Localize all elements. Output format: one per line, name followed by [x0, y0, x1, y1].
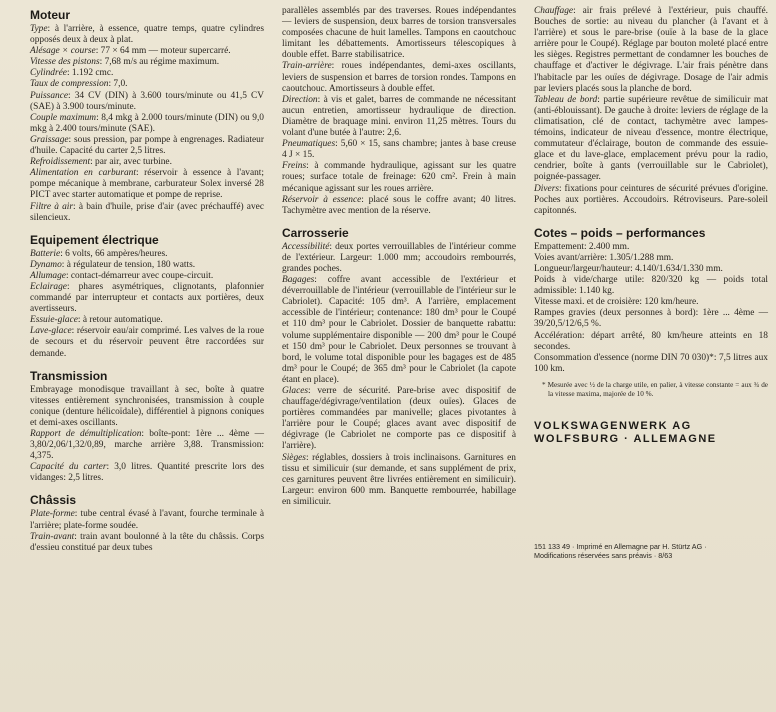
- spec-label: Alésage × course: [30, 46, 96, 57]
- spec-text: : partie supérieure revêtue de similicuir mat (anti-éblouissant). De gauche à droite: leviers de réglage de la climatisation, clé de contact, tachymètre avec lampes-témoins, indicateur de niveau d'essence, montre électrique, commutateur d'éclairage, bouton de commande des essuie-glace et du lave-glace, emplacement prévu pour la radio, cendrier, boîte à gants (verrouillable sur le Cabriolet), poignée-passager.: [534, 94, 768, 183]
- spec-paragraph: [30, 68, 264, 79]
- spec-paragraph: [30, 91, 264, 113]
- spec-paragraph: [30, 202, 264, 224]
- spec-text: : 34 CV (DIN) à 3.600 tours/minute ou 41,5 CV (SAE) à 3.900 tours/minute.: [30, 90, 264, 112]
- spec-label: Refroidissement: [30, 157, 91, 168]
- spec-label: Chauffage: [534, 6, 574, 16]
- spec-paragraph: [282, 6, 516, 61]
- spec-label: Filtre à air: [30, 201, 74, 212]
- spec-text: : roues indépendantes, demi-axes oscillants, leviers de suspension et barres de torsion rondes. Tampons en caoutchouc. Amortisseurs à double effet.: [282, 61, 516, 94]
- spec-label: Lave-glace: [30, 326, 72, 337]
- spec-text: : air frais prélevé à l'extérieur, puis chauffé. Bouches de sortie: au niveau du plancher (à l'avant et à l'arrière) et sous le pare-brise (ouïe à la base de la glace arrière pour le Coupé). Réglage par bouton moleté placé entre les sièges. Registres permettant de condamner les bouches de chauffage et d'activer le dégivrage. L'air frais pénètre dans l'habitacle par les ouïes de dégivrage. Dosage de l'air admis par leviers placés sous la planche de bord.: [534, 6, 768, 94]
- heading-cotes: Cotes – poids – performances: [534, 225, 706, 240]
- signature-line-1: VOLKSWAGENWERK AG: [534, 420, 692, 433]
- print-footer: [534, 542, 768, 560]
- spec-paragraph: [30, 462, 264, 484]
- manufacturer-signature: [534, 420, 768, 446]
- spec-paragraph: [30, 249, 264, 260]
- spec-paragraph: [30, 260, 264, 271]
- spec-text: : à l'arrière, à essence, quatre temps, quatre cylindres opposés deux à deux à plat.: [30, 24, 264, 46]
- signature-line-2: WOLFSBURG · ALLEMAGNE: [534, 433, 717, 446]
- spec-paragraph: [282, 161, 516, 194]
- spec-label: Couple maximum: [30, 112, 97, 123]
- spec-text: : placé sous le coffre avant; 40 litres. Tachymètre avec mention de la réserve.: [282, 194, 516, 216]
- spec-paragraph: [282, 242, 516, 275]
- spec-label: Allumage: [30, 270, 66, 281]
- spec-label: Graissage: [30, 134, 69, 145]
- spec-text: : à vis et galet, barres de commande ne nécessitant aucun entretien, amortisseur hydraulique de direction. Diamètre de braquage mini. environ 11,25 mètres. Tours du volant d'une butée à l'autre: 2,6.: [282, 94, 516, 139]
- spec-label: Pneumatiques: [282, 139, 336, 150]
- spec-text: : deux portes verrouillables de l'intérieur comme de l'extérieur. Largeur: 1.000 mm; accoudoirs rembourrés, grandes poches.: [282, 241, 516, 274]
- spec-label: Train-arrière: [282, 61, 332, 72]
- heading-transmission: Transmission: [30, 368, 108, 383]
- spec-text: : 7,68 m/s au régime maximum.: [99, 57, 220, 68]
- footnote: * Mesurée avec ½ de la charge utile, en palier, à vitesse constante = aux ¾ de la vitesse maxima, majorée de 10 %.: [542, 380, 768, 398]
- spec-paragraph: [534, 184, 768, 217]
- spec-text: : train avant boulonné à la tête du châssis. Corps d'essieu constitué par deux tubes: [30, 531, 264, 553]
- spec-paragraph: [30, 46, 264, 57]
- spec-paragraph: [282, 195, 516, 217]
- spec-label: Cylindrée: [30, 68, 67, 79]
- spec-paragraph: [534, 297, 768, 308]
- spec-paragraph: [30, 79, 264, 90]
- spec-label: Type: [30, 24, 48, 34]
- spec-paragraph: [282, 61, 516, 94]
- spec-paragraph: [534, 264, 768, 275]
- spec-paragraph: [534, 353, 768, 375]
- spec-paragraph: [534, 242, 768, 253]
- spec-paragraph: [30, 113, 264, 135]
- spec-paragraph: [282, 275, 516, 386]
- spec-paragraph: [534, 6, 768, 95]
- spec-paragraph: [30, 509, 264, 531]
- spec-paragraph: [30, 271, 264, 282]
- spec-text: : fixations pour ceintures de sécurité prévues d'origine. Poches aux portières. Accoudoirs. Rétroviseurs. Pare-soleil capitonnés.: [534, 183, 768, 216]
- spec-text: : à retour automatique.: [77, 315, 163, 326]
- spec-label: Dynamo: [30, 259, 62, 270]
- spec-label: Tableau de bord: [534, 94, 598, 105]
- column-2: [282, 6, 516, 560]
- spec-label: Batterie: [30, 248, 61, 259]
- spec-text: Poids à vide/charge utile: 820/320 kg — poids total admissible: 1.140 kg.: [534, 275, 768, 297]
- spec-label: Rapport de démultiplication: [30, 429, 142, 439]
- spec-label: Capacité du carter: [30, 462, 107, 473]
- spec-paragraph: [30, 429, 264, 462]
- spec-text: Voies avant/arrière: 1.305/1.288 mm.: [534, 252, 674, 263]
- spec-label: Freins: [282, 161, 307, 172]
- spec-text: : 1.192 cmc.: [66, 68, 114, 79]
- heading-electrique: Equipement électrique: [30, 232, 159, 247]
- spec-text: : 3,0 litres. Quantité prescrite lors des vidanges: 2,5 litres.: [30, 462, 264, 484]
- spec-label: Essuie-glace: [30, 315, 78, 326]
- column-3: [534, 6, 768, 560]
- heading-carrosserie: Carrosserie: [282, 225, 349, 240]
- spec-text: : réservoir eau/air comprimé. Les valves de la roue de secours et du réservoir peuvent être raccordées sur demande.: [30, 326, 264, 359]
- column-1: [30, 6, 264, 560]
- spec-paragraph: [30, 135, 264, 157]
- spec-paragraph: [30, 157, 264, 168]
- spec-text: : 77 × 64 mm — moteur supercarré.: [95, 46, 231, 57]
- spec-text: : réservoir à essence à l'avant; pompe mécanique à membrane, carburateur Solex inversé 28 PICT avec starter automatique et pompe de reprise.: [30, 168, 264, 201]
- spec-text: Vitesse maxi. et de croisière: 120 km/heure.: [534, 297, 699, 308]
- spec-text: Consommation d'essence (norme DIN 70 030)*: 7,5 litres aux 100 km.: [534, 352, 768, 374]
- footer-line-1: 151 133 49 · Imprimé en Allemagne par H. Stürtz AG ·: [534, 542, 707, 552]
- spec-text: : sous pression, par pompe à engrenages. Radiateur d'huile. Capacité du carter 2,5 litres.: [30, 134, 264, 157]
- spec-label: Divers: [534, 183, 559, 194]
- spec-label: Taux de compression: [30, 79, 109, 90]
- spec-paragraph: [30, 315, 264, 326]
- spec-paragraph: [534, 253, 768, 264]
- spec-text: Accélération: départ arrêté, 80 km/heure atteints en 18 secondes.: [534, 330, 768, 352]
- spec-text: : 7,0.: [108, 79, 128, 90]
- spec-label: Puissance: [30, 90, 69, 101]
- spec-label: Plate-forme: [30, 509, 75, 520]
- spec-text: : par air, avec turbine.: [90, 157, 172, 168]
- spec-paragraph: [30, 385, 264, 429]
- spec-text: : contact-démarreur avec coupe-circuit.: [65, 270, 214, 281]
- spec-paragraph: [30, 168, 264, 201]
- spec-label: Glaces: [282, 386, 309, 396]
- spec-paragraph: [282, 95, 516, 139]
- spec-label: Vitesse des pistons: [30, 57, 100, 68]
- spec-label: Bagages: [282, 275, 315, 286]
- spec-text: parallèles assemblés par des traverses. Roues indépendantes — leviers de suspension, deux barres de torsion transversales composées chacune de huit lamelles. Tampons en caoutchouc limitant les débattements. Amortisseurs télescopiques à double effet. Barre stabilisatrice.: [282, 6, 516, 61]
- spec-paragraph: [282, 386, 516, 453]
- spec-label: Alimentation en carburant: [30, 168, 136, 179]
- spec-text: Rampes gravies (deux personnes à bord): 1ère ... 4ème — 39/20,5/12/6,5 %.: [534, 308, 768, 330]
- spec-text: : verre de sécurité. Pare-brise avec dispositif de chauffage/dégivrage/ventilation (deux ouïes). Glaces de portières commandées par manivelle; glaces pivotantes à l'arrière pour le Coupé; glaces avant avec dispositif de dégivrage (le Cabriolet ne comporte pas ce dispositif à l'arrière).: [282, 386, 516, 452]
- spec-text: : 8,4 mkg à 2.000 tours/minute (DIN) ou 9,0 mkg à 2.400 tours/minute (SAE).: [30, 112, 264, 134]
- heading-moteur: Moteur: [30, 8, 70, 22]
- spec-text: : à régulateur de tension, 180 watts.: [61, 259, 196, 270]
- spec-label: Réservoir à essence: [282, 194, 362, 205]
- spec-label: Direction: [282, 94, 318, 105]
- spec-label: Train-avant: [30, 531, 75, 542]
- spec-text: : coffre avant accessible de l'extérieur et déverrouillable de l'intérieur (verrouillable de l'intérieur sur le Cabriolet). Capacité: 105 dm³. A l'arrière, emplacement accessible de l'intérieur; contenance: 180 dm³ pour le Coupé et 110 dm³ pour le Cabriolet. Dossier de banquette rabattu: volume supplémentaire disponible — 200 dm³ pour le Coupé et 150 dm³ pour le Cabriolet. Deux personnes se trouvant à bord, le volume total disponible pour les bagages est de 485 dm³ pour le Coupé; de 365 dm³ pour le Cabriolet (la capote étant en place).: [282, 275, 516, 385]
- spec-paragraph: [534, 275, 768, 297]
- footer-line-2: Modifications réservées sans préavis · 8/63: [534, 551, 673, 561]
- spec-paragraph: [534, 308, 768, 330]
- spec-paragraph: [30, 326, 264, 359]
- spec-text: : tube central évasé à l'avant, fourche terminale à l'arrière; plate-forme soudée.: [30, 509, 264, 531]
- spec-label: Accessibilité: [282, 241, 330, 252]
- spec-text: : 5,60 × 15, sans chambre; jantes à base creuse 4 J × 15.: [282, 139, 516, 161]
- spec-paragraph: [30, 24, 264, 46]
- spec-text: Embrayage monodisque travaillant à sec, boîte à quatre vitesses entièrement synchronisées, transmission à couple conique (denture hélicoïdale), différentiel à pignons coniques et demi-axes oscillants.: [30, 384, 264, 428]
- spec-text: : 6 volts, 66 ampères/heures.: [60, 248, 168, 259]
- spec-label: Sièges: [282, 452, 306, 463]
- spec-paragraph: [30, 282, 264, 315]
- heading-chassis: Châssis: [30, 493, 77, 508]
- spec-text: : boîte-pont: 1ère ... 4ème — 3,80/2,06/1,32/0,89, marche arrière 3,88. Transmission: 4,375.: [30, 429, 264, 462]
- spec-paragraph: [282, 453, 516, 508]
- spec-paragraph: [30, 532, 264, 554]
- spec-text: : à bain d'huile, prise d'air (avec préchauffé) avec silencieux.: [30, 201, 264, 223]
- spec-text: : phares asymétriques, clignotants, plafonnier commandé par interrupteur et contacts aux portières, deux avertisseurs.: [30, 281, 264, 315]
- spec-paragraph: [534, 95, 768, 184]
- spec-text: : à commande hydraulique, agissant sur les quatre roues; surface totale de freinage: 620 cm². Frein à main mécanique agissant sur les roues arrière.: [282, 161, 516, 194]
- spec-text: : réglables, dossiers à trois inclinaisons. Garnitures en tissu et similicuir (sur demande, et sans supplément de prix, ces garnitures peuvent être livrées entièrement en similicuir). Largeur: environ 600 mm. Banquette rembourrée, habillage en similicuir.: [282, 452, 516, 507]
- spec-label: Eclairage: [30, 281, 67, 292]
- spec-paragraph: [30, 57, 264, 68]
- spec-text: Empattement: 2.400 mm.: [534, 241, 630, 252]
- spec-text: Longueur/largeur/hauteur: 4.140/1.634/1.330 mm.: [534, 263, 723, 274]
- spec-paragraph: [534, 331, 768, 353]
- spec-paragraph: [282, 139, 516, 161]
